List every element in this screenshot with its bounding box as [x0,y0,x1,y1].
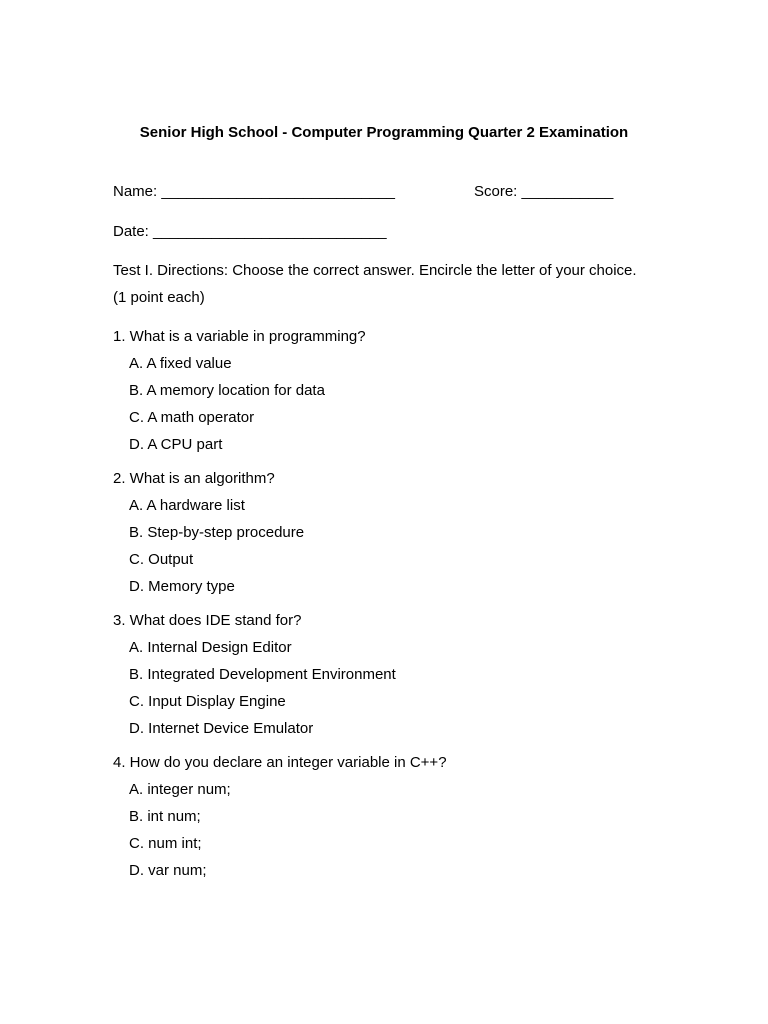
directions-text: Test I. Directions: Choose the correct answer. Encircle the letter of your choice. [113,262,637,279]
choice-d: D. var num; [129,862,207,879]
question-3 [113,607,673,742]
choice-d: D. Internet Device Emulator [129,720,314,737]
choice-a: A. A fixed value [129,355,232,372]
directions-points: (1 point each) [113,289,205,306]
choice-d: D. A CPU part [129,436,223,453]
question-text: 1. What is a variable in programming? [113,328,366,345]
choice-b: B. A memory location for data [129,382,325,399]
question-4 [113,749,673,884]
date-field: Date: ____________________________ [113,223,387,240]
question-text: 4. How do you declare an integer variable in C++? [113,754,447,771]
name-field: Name: ____________________________ [113,183,395,200]
score-field: Score: ___________ [474,183,614,200]
question-text: 3. What does IDE stand for? [113,612,302,629]
choice-d: D. Memory type [129,578,235,595]
choice-b: B. Step-by-step procedure [129,524,305,541]
choice-b: B. Integrated Development Environment [129,666,396,683]
choice-c: C. Input Display Engine [129,693,286,710]
choice-c: C. Output [129,551,194,568]
choice-b: B. int num; [129,808,201,825]
choice-a: A. Internal Design Editor [129,639,292,656]
question-2 [113,465,673,600]
question-1 [113,323,673,458]
choice-a: A. integer num; [129,781,231,798]
choice-c: C. num int; [129,835,202,852]
choice-a: A. A hardware list [129,497,245,514]
page-title: Senior High School - Computer Programming Quarter 2 Examination [139,124,629,141]
question-text: 2. What is an algorithm? [113,470,275,487]
question-list [113,328,673,896]
choice-c: C. A math operator [129,409,255,426]
